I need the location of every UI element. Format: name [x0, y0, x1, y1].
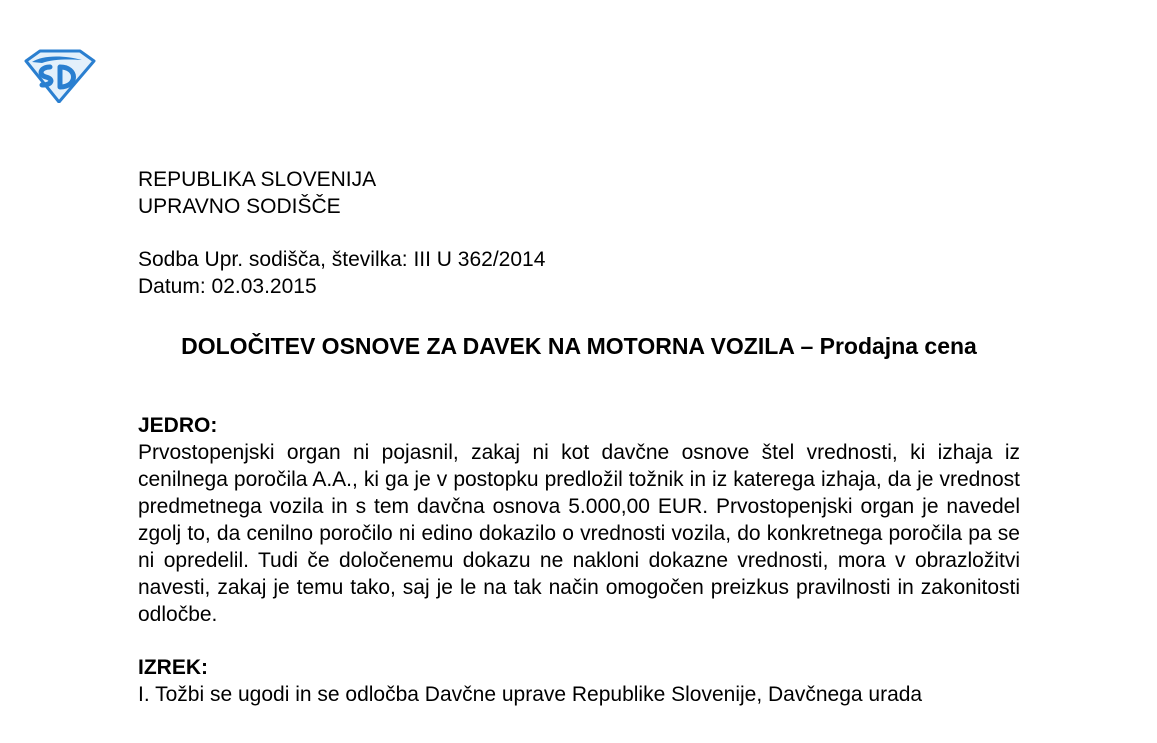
header-line-1: REPUBLIKA SLOVENIJA [138, 168, 377, 191]
izrek-heading: IZREK: [138, 656, 208, 679]
jedro-text: Prvostopenjski organ ni pojasnil, zakaj ni kot davčne osnove štel vrednosti, ki izhaja iz cenilnega poročila A.A., ki ga je v postopku predložil tožnik in iz katerega izhaja, da je vrednost predmetnega vozila in s tem davčna osnova 5.000,00 EUR. Prvostopenjski organ je navedel zgolj to, da cenilno poročilo ni edino dokazilo o vrednosti vozila, do konkretnega poročila pa se ni opredelil. Tudi če določenemu dokazu ne nakloni dokazne vrednosti, mora v obrazložitvi navesti, zakaj je temu tako, saj je le na tak način omogočen preizkus pravilnosti in zakonitosti odločbe. [138, 441, 1020, 626]
sd-shield-logo-icon [22, 47, 96, 103]
case-meta [138, 246, 1020, 300]
case-date: Datum: 02.03.2015 [138, 275, 317, 298]
document-content [138, 166, 1020, 708]
case-number: Sodba Upr. sodišča, številka: III U 362/2014 [138, 248, 546, 271]
izrek-text: I. Tožbi se ugodi in se odločba Davčne uprave Republike Slovenije, Davčnega urada [138, 683, 923, 706]
document-title: DOLOČITEV OSNOVE ZA DAVEK NA MOTORNA VOZILA – Prodajna cena [181, 333, 977, 359]
header-line-2: UPRAVNO SODIŠČE [138, 195, 341, 218]
jedro-heading: JEDRO: [138, 414, 218, 437]
court-header [138, 166, 1020, 220]
